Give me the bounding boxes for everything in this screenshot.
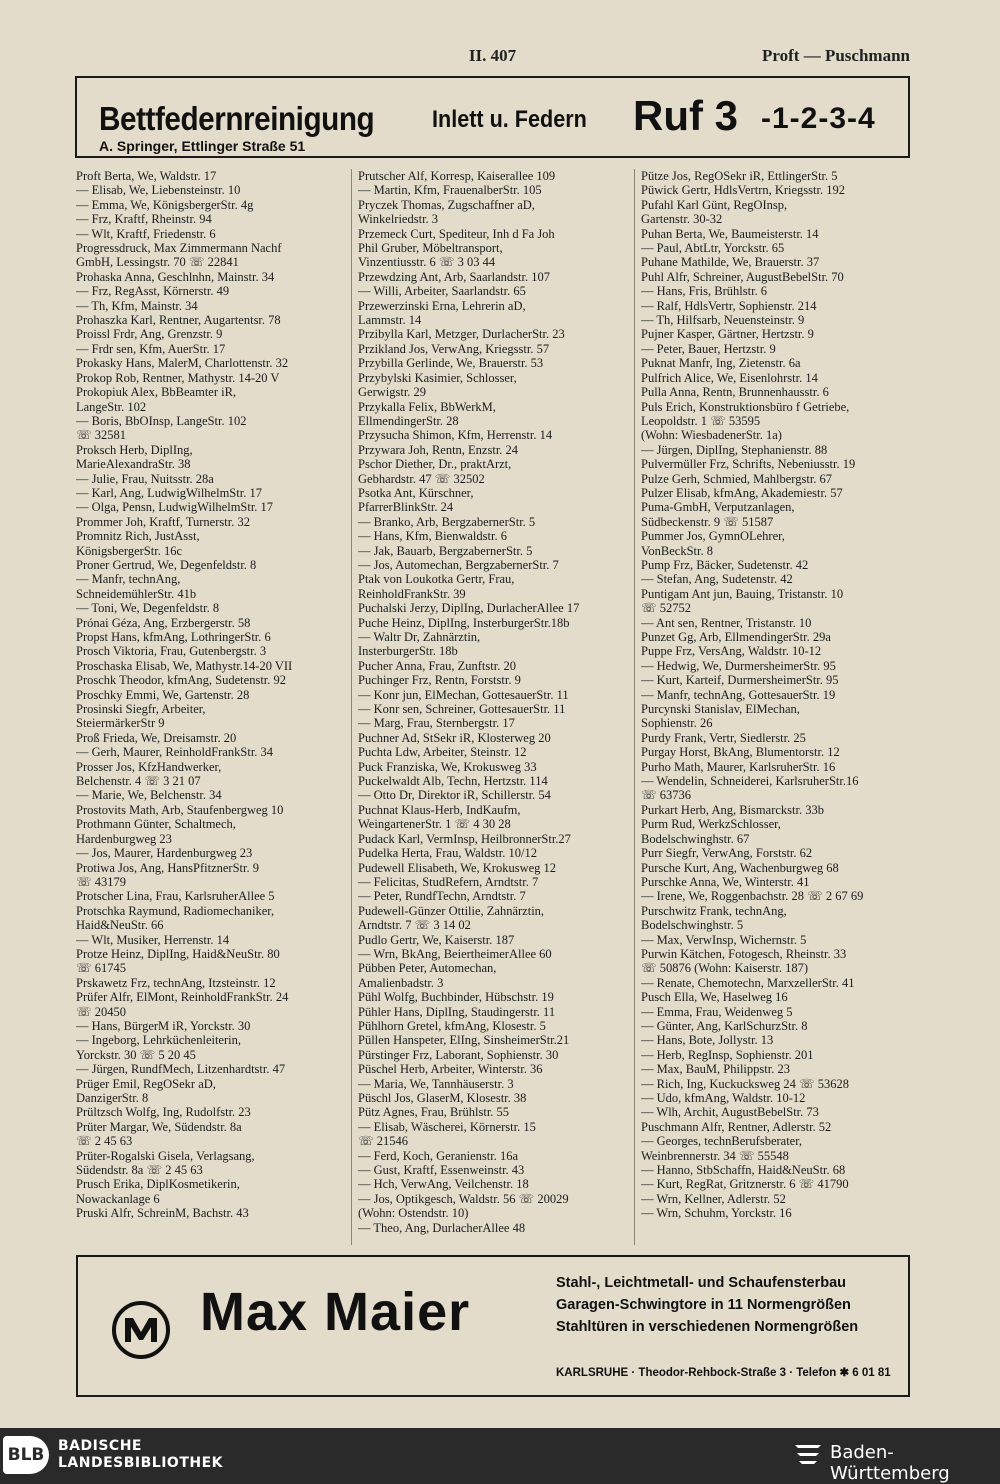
directory-entry: — Hans, BürgerM iR, Yorckstr. 30 (76, 1018, 251, 1033)
ad-subtitle: Inlett u. Federn (432, 106, 587, 133)
directory-entry: ☏ 32581 (76, 428, 127, 443)
directory-entry: ☏ 43179 (76, 874, 127, 889)
directory-entry: — Th, Kfm, Mainstr. 34 (76, 298, 198, 313)
directory-entry: Pulzer Elisab, kfmAng, Akademiestr. 57 (641, 485, 843, 500)
directory-entry: Gebhardstr. 47 ☏ 32502 (358, 471, 485, 486)
directory-entry: Püwick Gertr, HdlsVertrn, Kriegsstr. 192 (641, 183, 845, 198)
directory-entry: — Julie, Frau, Nuitsstr. 28a (76, 471, 214, 486)
mm-logo-icon (116, 1305, 166, 1355)
directory-entry: Purschke Anna, We, Winterstr. 41 (641, 874, 810, 889)
directory-entry: — Konr sen, Schreiner, GottesauerStr. 11 (358, 702, 566, 717)
directory-entry: Progressdruck, Max Zimmermann Nachf (76, 241, 282, 256)
directory-entry: — Hedwig, We, DurmersheimerStr. 95 (641, 658, 836, 673)
directory-entry: — Waltr Dr, Zahnärztin, (358, 630, 481, 644)
library-name-line-2: LANDESBIBLIOTHEK (58, 1455, 224, 1471)
directory-entry: Puchinger Frz, Rentn, Forststr. 9 (358, 673, 521, 688)
company-name: Max Maier (200, 1282, 471, 1342)
directory-entry: ☏ 20450 (76, 1004, 127, 1019)
directory-entry: Gerwigstr. 29 (358, 385, 427, 400)
page-number: II. 407 (468, 46, 517, 65)
directory-entry: Pübben Peter, Automechan, (358, 961, 497, 976)
directory-entry: Przewerzinski Erna, Lehrerin aD, (358, 298, 526, 313)
directory-entry: — Frz, Kraftf, Rheinstr. 94 (76, 212, 212, 227)
directory-entry: Hardenburgweg 23 (76, 831, 172, 846)
directory-entry: — Max, BauM, Philippstr. 23 (641, 1062, 790, 1077)
directory-entry: Prüfer Alfr, ElMont, ReinholdFrankStr. 24 (76, 990, 289, 1005)
directory-entry: Prültzsch Wolfg, Ing, Rudolfstr. 23 (76, 1105, 251, 1120)
directory-entry: InsterburgerStr. 18b (358, 644, 458, 659)
directory-entry: — Martin, Kfm, FrauenalberStr. 105 (358, 183, 542, 198)
directory-entry: Pütze Jos, RegOSekr iR, EttlingerStr. 5 (641, 169, 838, 183)
directory-entry: Püschl Jos, GlaserM, Klosestr. 38 (358, 1091, 527, 1105)
directory-entry: Przywara Joh, Rentn, Enzstr. 24 (358, 442, 519, 457)
ad-address: A. Springer, Ettlinger Straße 51 (99, 138, 306, 154)
directory-entry: Pryczek Thomas, Zugschaffner aD, (358, 197, 535, 212)
directory-column-1 (76, 169, 348, 1245)
directory-entry: Südendstr. 8a ☏ 2 45 63 (76, 1163, 203, 1178)
running-head: Proft — Puschmann (762, 46, 910, 65)
directory-entry: Prüger Emil, RegOSekr aD, (76, 1076, 216, 1091)
directory-entry: Prüter Margar, We, Südendstr. 8a (76, 1119, 242, 1134)
directory-entry: — Frz, RegAsst, Körnerstr. 49 (76, 284, 230, 299)
directory-entry: Pujner Kasper, Gärtner, Hertzstr. 9 (641, 327, 814, 342)
directory-entry: Prohaszka Karl, Rentner, Augartentsr. 78 (76, 313, 281, 328)
directory-entry: SchneidemühlerStr. 41b (76, 586, 197, 601)
directory-entry: Vinzentiusstr. 6 ☏ 3 03 44 (358, 255, 496, 270)
directory-entry: (Wohn: WiesbadenerStr. 1a) (641, 428, 782, 443)
directory-entry: (Wohn: Ostendstr. 10) (358, 1206, 469, 1221)
directory-entry: ReinholdFrankStr. 39 (358, 586, 466, 601)
library-footer (0, 1428, 1000, 1484)
directory-entry: MarieAlexandraStr. 38 (76, 457, 191, 472)
directory-entry: Pudewell-Günzer Ottilie, Zahnärztin, (358, 903, 545, 918)
directory-entry: DanzigerStr. 8 (76, 1091, 149, 1105)
directory-entry: PfarrerBlinkStr. 24 (358, 500, 454, 515)
directory-entry: Protze Heinz, DiplIng, Haid&NeuStr. 80 (76, 946, 280, 961)
directory-entry: — Ingeborg, Lehrküchenleiterin, (76, 1033, 241, 1048)
directory-entry: Pühlhorn Gretel, kfmAng, Klosestr. 5 (358, 1018, 546, 1033)
directory-entry: ☏ 63736 (641, 788, 692, 803)
ad-phone-number: -1-2-3-4 (761, 102, 876, 135)
ad-phone-prefix: Ruf 3 (633, 92, 738, 139)
state-lions-icon (792, 1440, 824, 1470)
directory-entry: — Ant sen, Rentner, Tristanstr. 10 (641, 615, 812, 630)
directory-entry: VonBeckStr. 8 (641, 543, 713, 558)
directory-column-2 (358, 169, 630, 1245)
directory-entry: Prosch Viktoria, Frau, Gutenbergstr. 3 (76, 644, 267, 659)
directory-entry: — Marg, Frau, Sternbergstr. 17 (358, 716, 515, 731)
directory-entry: Puhane Mathilde, We, Brauerstr. 37 (641, 255, 820, 270)
state-name: Baden-Württemberg (830, 1442, 950, 1484)
directory-entry: Puche Heinz, DiplIng, InsterburgerStr.18b (358, 615, 570, 630)
directory-entry: — Elisab, We, Liebensteinstr. 10 (76, 183, 241, 198)
directory-entry: Przybilla Gerlinde, We, Brauerstr. 53 (358, 356, 544, 371)
directory-entry: SteiermärkerStr 9 (76, 716, 165, 731)
directory-entry: Lammstr. 14 (358, 313, 422, 328)
directory-entry: Przykalla Felix, BbWerkM, (358, 399, 496, 414)
directory-entry: Prosinski Siegfr, Arbeiter, (76, 702, 206, 717)
directory-entry: Purm Rud, WerkzSchlosser, (641, 817, 781, 832)
directory-entry: Purdy Frank, Vertr, Siedlerstr. 25 (641, 730, 806, 745)
directory-entry: Pudlo Gertr, We, Kaiserstr. 187 (358, 932, 515, 947)
directory-entry: ☏ 21546 (358, 1134, 409, 1149)
directory-entry: — Th, Hilfsarb, Neuensteinstr. 9 (641, 313, 805, 328)
advertisement-max-maier (76, 1255, 910, 1397)
directory-entry: Phil Gruber, Möbeltransport, (358, 241, 503, 256)
directory-entry: KönigsbergerStr. 16c (76, 543, 183, 558)
directory-entry: — Jos, Optikgesch, Waldstr. 56 ☏ 20029 (358, 1191, 569, 1206)
directory-entry: — Branko, Arb, BergzabernerStr. 5 (358, 514, 536, 529)
directory-entry: WeingartenerStr. 1 ☏ 4 30 28 (358, 817, 511, 832)
directory-entry: — Wrn, Schuhm, Yorckstr. 16 (641, 1206, 792, 1221)
directory-entry: Yorckstr. 30 ☏ 5 20 45 (76, 1047, 196, 1062)
directory-entry: Pühler Hans, DiplIng, Staudingerstr. 11 (358, 1004, 556, 1019)
directory-entry: ☏ 52752 (641, 601, 692, 616)
directory-entry: — Felicitas, StudRefern, Arndtstr. 7 (358, 874, 539, 889)
directory-entry: — Hans, Kfm, Bienwaldstr. 6 (358, 529, 507, 544)
directory-entry: Propst Hans, kfmAng, LothringerStr. 6 (76, 630, 271, 644)
directory-entry: Belchenstr. 4 ☏ 3 21 07 (76, 774, 201, 789)
directory-entry: Leopoldstr. 1 ☏ 53595 (641, 413, 761, 428)
directory-entry: Sophienstr. 26 (641, 716, 713, 731)
directory-entry: — Manfr, technAng, GottesauerStr. 19 (641, 687, 836, 702)
directory-entry: Haid&NeuStr. 66 (76, 918, 164, 933)
directory-entry: Protschka Raymund, Radiomechaniker, (76, 903, 275, 918)
directory-entry: Weinbrennerstr. 34 ☏ 55548 (641, 1148, 789, 1163)
directory-entry: Przibylla Karl, Metzger, DurlacherStr. 23 (358, 327, 565, 342)
directory-entry: Pulvermüller Frz, Schrifts, Nebeniusstr. 19 (641, 457, 856, 472)
directory-entry: — Toni, We, Degenfeldstr. 8 (76, 601, 220, 616)
directory-entry: Puchner Ad, StSekr iR, Klosterweg 20 (358, 730, 551, 745)
directory-entry: Prokop Rob, Rentner, Mathystr. 14-20 V (76, 370, 280, 385)
company-contact: KARLSRUHE · Theodor-Rehbock-Straße 3 · Telefon ✱ 6 01 81 (556, 1367, 891, 1379)
directory-entry: — Stefan, Ang, Sudetenstr. 42 (641, 572, 793, 587)
directory-entry: — Peter, Bauer, Hertzstr. 9 (641, 341, 776, 356)
directory-entry: Proß Frieda, We, Dreisamstr. 20 (76, 730, 237, 745)
directory-entry: — Wlt, Kraftf, Friedenstr. 6 (76, 226, 216, 241)
directory-entry: — Herb, RegInsp, Sophienstr. 201 (641, 1047, 814, 1062)
library-name (58, 1438, 223, 1472)
directory-entry: ☏ 50876 (Wohn: Kaiserstr. 187) (641, 961, 809, 976)
directory-entry: — Gust, Kraftf, Essenweinstr. 43 (358, 1163, 525, 1178)
directory-entry: Pulze Gerh, Schmied, Mahlbergstr. 67 (641, 471, 833, 486)
directory-entry: Puchnat Klaus-Herb, IndKaufm, (358, 802, 521, 817)
directory-entry: Puchta Ldw, Arbeiter, Steinstr. 12 (358, 745, 527, 760)
directory-entry: Pürstinger Frz, Laborant, Sophienstr. 30 (358, 1047, 559, 1062)
directory-entry: — Boris, BbOInsp, LangeStr. 102 (76, 413, 247, 428)
directory-entry: Püschel Herb, Arbeiter, Winterstr. 36 (358, 1062, 543, 1077)
directory-entry: — Jürgen, RundfMech, Litzenhardtstr. 47 (76, 1062, 286, 1077)
directory-entry: Pruski Alfr, SchreinM, Bachstr. 43 (76, 1206, 249, 1221)
directory-entry: Przemeck Curt, Spediteur, Inh d Fa Joh (358, 226, 555, 241)
directory-entry: Prothmann Günter, Schaltmech, (76, 817, 236, 832)
max-maier-logo (112, 1301, 170, 1359)
directory-entry: — Hans, Fris, Brühlstr. 6 (641, 284, 768, 299)
directory-entry: — Irene, We, Roggenbachstr. 28 ☏ 2 67 69 (641, 889, 864, 904)
directory-entry: Pulfrich Alice, We, Eisenlohrstr. 14 (641, 370, 818, 385)
directory-entry: Pütz Agnes, Frau, Brühlstr. 55 (358, 1105, 510, 1120)
directory-entry: Przikland Jos, VerwAng, Kriegsstr. 57 (358, 341, 550, 356)
directory-entry: — Hans, Bote, Jollystr. 13 (641, 1033, 774, 1048)
directory-entry: — Hch, VerwAng, Veilchenstr. 18 (358, 1177, 529, 1192)
directory-entry: — Willi, Arbeiter, Saarlandstr. 65 (358, 284, 526, 299)
directory-entry: LangeStr. 102 (76, 399, 147, 414)
directory-entry: Puhan Berta, We, Baumeisterstr. 14 (641, 226, 819, 241)
directory-entry: — Emma, We, KönigsbergerStr. 4g (76, 197, 254, 212)
directory-entry: — Theo, Ang, DurlacherAllee 48 (358, 1220, 526, 1235)
directory-entry: — Manfr, technAng, (76, 572, 181, 587)
directory-entry: Promnitz Rich, JustAsst, (76, 529, 200, 544)
directory-entry: Pühl Wolfg, Buchbinder, Hübschstr. 19 (358, 990, 554, 1005)
directory-entry: Purcynski Stanislav, ElMechan, (641, 702, 800, 717)
directory-entry: Pudack Karl, VermInsp, HeilbronnerStr.27 (358, 831, 571, 846)
directory-entry: Proner Gertrud, We, Degenfeldstr. 8 (76, 557, 257, 572)
directory-entry: Ptak von Loukotka Gertr, Frau, (358, 572, 515, 587)
directory-entry: — Wlh, Archit, AugustBebelStr. 73 (641, 1105, 819, 1120)
directory-entry: Pump Frz, Bäcker, Sudetenstr. 42 (641, 557, 809, 572)
directory-entry: Pschor Diether, Dr., praktArzt, (358, 457, 512, 472)
directory-entry: Prosser Jos, KfzHandwerker, (76, 759, 222, 774)
directory-entry: — Jak, Bauarb, BergzabernerStr. 5 (358, 543, 533, 558)
directory-entry: Püllen Hanspeter, ElIng, SinsheimerStr.21 (358, 1033, 570, 1048)
directory-entry: Puchalski Jerzy, DiplIng, DurlacherAllee 17 (358, 601, 580, 616)
directory-entry: Proschaska Elisab, We, Mathystr.14-20 VII (76, 658, 293, 673)
directory-entry: — Frdr sen, Kfm, AuerStr. 17 (76, 341, 226, 356)
directory-entry: Proksch Herb, DiplIng, (76, 442, 193, 457)
directory-entry: ☏ 61745 (76, 961, 127, 976)
directory-entry: Puknat Manfr, Ing, Zietenstr. 6a (641, 356, 801, 371)
directory-entry: — Wrn, Kellner, Adlerstr. 52 (641, 1191, 786, 1206)
directory-entry: Puschmann Alfr, Rentner, Adlerstr. 52 (641, 1119, 832, 1134)
directory-entry: Purr Siegfr, VerwAng, Forststr. 62 (641, 846, 813, 861)
blb-logo: BLB (3, 1436, 49, 1474)
directory-entry: Przybylski Kasimier, Schlosser, (358, 370, 517, 385)
directory-entry: — Jos, Automechan, BergzabernerStr. 7 (358, 557, 559, 572)
ad-title: Bettfedernreinigung (99, 100, 375, 137)
directory-entry: Bodelschwinghstr. 5 (641, 918, 744, 933)
directory-entry: — Paul, AbtLtr, Yorckstr. 65 (641, 241, 785, 256)
directory-entry: — Ferd, Koch, Geranienstr. 16a (358, 1148, 519, 1163)
directory-entry: Arndtstr. 7 ☏ 3 14 02 (358, 918, 471, 933)
directory-entry: Prokasky Hans, MalerM, Charlottenstr. 32 (76, 356, 289, 371)
directory-entry: — Hanno, StbSchaffn, Haid&NeuStr. 68 (641, 1163, 846, 1178)
directory-entry: Puck Franziska, We, Krokusweg 33 (358, 759, 537, 774)
directory-entry: — Maria, We, Tannhäuserstr. 3 (358, 1076, 514, 1091)
directory-entry: Puma-GmbH, Verputzanlagen, (641, 500, 795, 515)
directory-entry: — Renate, Chemotechn, MarxzellerStr. 41 (641, 975, 855, 990)
directory-entry: — Jos, Maurer, Hardenburgweg 23 (76, 846, 253, 861)
directory-entry: ☏ 2 45 63 (76, 1134, 133, 1149)
directory-entry: Proschky Emmi, We, Gartenstr. 28 (76, 687, 250, 702)
column-divider (634, 169, 635, 1245)
directory-entry: Protscher Lina, Frau, KarlsruherAllee 5 (76, 889, 275, 904)
directory-entry: Gartenstr. 30-32 (641, 212, 723, 227)
directory-entry: — Gerh, Maurer, ReinholdFrankStr. 34 (76, 745, 274, 760)
directory-entry: Winkelriedstr. 3 (358, 212, 439, 227)
column-divider (351, 169, 352, 1245)
directory-entry: — Wrn, BkAng, BeiertheimerAllee 60 (358, 946, 552, 961)
directory-entry: Protiwa Jos, Ang, HansPfitznerStr. 9 (76, 860, 259, 875)
directory-entry: — Max, VerwInsp, Wichernstr. 5 (641, 932, 807, 947)
directory-entry: — Günter, Ang, KarlSchurzStr. 8 (641, 1018, 808, 1033)
directory-entry: Purwin Kätchen, Fotogesch, Rheinstr. 33 (641, 946, 847, 961)
directory-entry: Proft Berta, We, Waldstr. 17 (76, 169, 217, 183)
directory-entry: — Kurt, RegRat, Gritznerstr. 6 ☏ 41790 (641, 1177, 849, 1192)
directory-entry: Bodelschwinghstr. 67 (641, 831, 750, 846)
directory-entry: Przewdzing Ant, Arb, Saarlandstr. 107 (358, 269, 550, 284)
directory-entry: EllmendingerStr. 28 (358, 413, 459, 428)
directory-entry: — Kurt, Karteif, DurmersheimerStr. 95 (641, 673, 839, 688)
directory-entry: — Emma, Frau, Weidenweg 5 (641, 1004, 793, 1019)
directory-entry: — Georges, technBerufsberater, (641, 1134, 803, 1149)
directory-entry: Puls Erich, Konstruktionsbüro f Getriebe, (641, 399, 850, 414)
advertisement-bettfedern (75, 76, 910, 158)
directory-entry: Puhl Alfr, Schreiner, AugustBebelStr. 70 (641, 269, 844, 284)
directory-entry: Punzet Gg, Arb, EllmendingerStr. 29a (641, 630, 831, 644)
directory-entry: — Wlt, Musiker, Herrenstr. 14 (76, 932, 230, 947)
directory-entry: Pusch Ella, We, Haselweg 16 (641, 990, 788, 1005)
directory-entry: — Marie, We, Belchenstr. 34 (76, 788, 222, 803)
directory-entry: Purho Math, Maurer, KarlsruherStr. 16 (641, 759, 836, 774)
directory-entry: Prostovits Math, Arb, Staufenbergweg 10 (76, 802, 284, 817)
directory-entry: — Konr jun, ElMechan, GottesauerStr. 11 (358, 687, 569, 702)
directory-entry: GmbH, Lessingstr. 70 ☏ 22841 (76, 255, 239, 270)
directory-entry: — Olga, Pensn, LudwigWilhelmStr. 17 (76, 500, 274, 515)
directory-entry: Purgay Horst, BkAng, Blumentorstr. 12 (641, 745, 840, 760)
directory-entry: Pufahl Karl Günt, RegOInsp, (641, 197, 788, 212)
directory-entry: — Jürgen, DiplIng, Stephanienstr. 88 (641, 442, 828, 457)
directory-entry: Prusch Erika, DiplKosmetikerin, (76, 1177, 240, 1192)
directory-column-3 (641, 169, 913, 1245)
directory-entry: Prohaska Anna, Geschlnhn, Mainstr. 34 (76, 269, 275, 284)
directory-entry: — Udo, kfmAng, Waldstr. 10-12 (641, 1091, 806, 1105)
directory-entry: — Ralf, HdlsVertr, Sophienstr. 214 (641, 298, 817, 313)
service-line-2: Garagen-Schwingtore in 11 Normengrößen (556, 1297, 851, 1313)
directory-entry: Puppe Frz, VersAng, Waldstr. 10-12 (641, 644, 822, 659)
directory-entry: Puntigam Ant jun, Bauing, Tristanstr. 10 (641, 586, 844, 601)
directory-entry: Prskawetz Frz, technAng, Itzsteinstr. 12 (76, 975, 276, 990)
directory-entry: Purkart Herb, Ang, Bismarckstr. 33b (641, 802, 824, 817)
directory-entry: Pudelka Herta, Frau, Waldstr. 10/12 (358, 846, 537, 861)
service-line-1: Stahl-, Leichtmetall- und Schaufensterbau (556, 1275, 847, 1291)
directory-entry: Przysucha Shimon, Kfm, Herrenstr. 14 (358, 428, 553, 443)
directory-entry: Purschwitz Frank, technAng, (641, 903, 787, 918)
directory-entry: Prónai Géza, Ang, Erzbergerstr. 58 (76, 615, 251, 630)
directory-entry: — Rich, Ing, Kuckucksweg 24 ☏ 53628 (641, 1076, 849, 1091)
directory-entry: — Peter, RundfTechn, Arndtstr. 7 (358, 889, 526, 904)
directory-entry: Prüter-Rogalski Gisela, Verlagsang, (76, 1148, 255, 1163)
directory-entry: Psotka Ant, Kürschner, (358, 485, 474, 500)
directory-entry: Prommer Joh, Kraftf, Turnerstr. 32 (76, 514, 250, 529)
directory-entry: — Karl, Ang, LudwigWilhelmStr. 17 (76, 485, 262, 500)
directory-entry: — Wendelin, Schneiderei, KarlsruherStr.16 (641, 774, 859, 789)
library-name-line-1: BADISCHE (58, 1438, 142, 1454)
directory-entry: Nowackanlage 6 (76, 1191, 160, 1206)
directory-entry: Prokopiuk Alex, BbBeamter iR, (76, 385, 237, 400)
directory-entry: Pucher Anna, Frau, Zunftstr. 20 (358, 658, 516, 673)
directory-entry: — Otto Dr, Direktor iR, Schillerstr. 54 (358, 788, 551, 803)
directory-entry: Pudewell Elisabeth, We, Krokusweg 12 (358, 860, 557, 875)
directory-entry: Proschk Theodor, kfmAng, Sudetenstr. 92 (76, 673, 287, 688)
directory-entry: Puckelwaldt Alb, Techn, Hertzstr. 114 (358, 774, 548, 789)
directory-entry: Pulla Anna, Rentn, Brunnenhausstr. 6 (641, 385, 829, 400)
page-header (75, 44, 910, 72)
directory-entry: Pursche Kurt, Ang, Wachenburgweg 68 (641, 860, 839, 875)
directory-entry: — Elisab, Wäscherei, Körnerstr. 15 (358, 1119, 536, 1134)
directory-entry: Pummer Jos, GymnOLehrer, (641, 529, 785, 544)
directory-entry: Prutscher Alf, Korresp, Kaiserallee 109 (358, 169, 556, 183)
directory-entry: Amalienbadstr. 3 (358, 975, 444, 990)
directory-entry: Südbeckenstr. 9 ☏ 51587 (641, 514, 774, 529)
service-line-3: Stahltüren in verschiedenen Normengrößen (556, 1319, 859, 1335)
directory-entry: Proissl Frdr, Ang, Grenzstr. 9 (76, 327, 223, 342)
